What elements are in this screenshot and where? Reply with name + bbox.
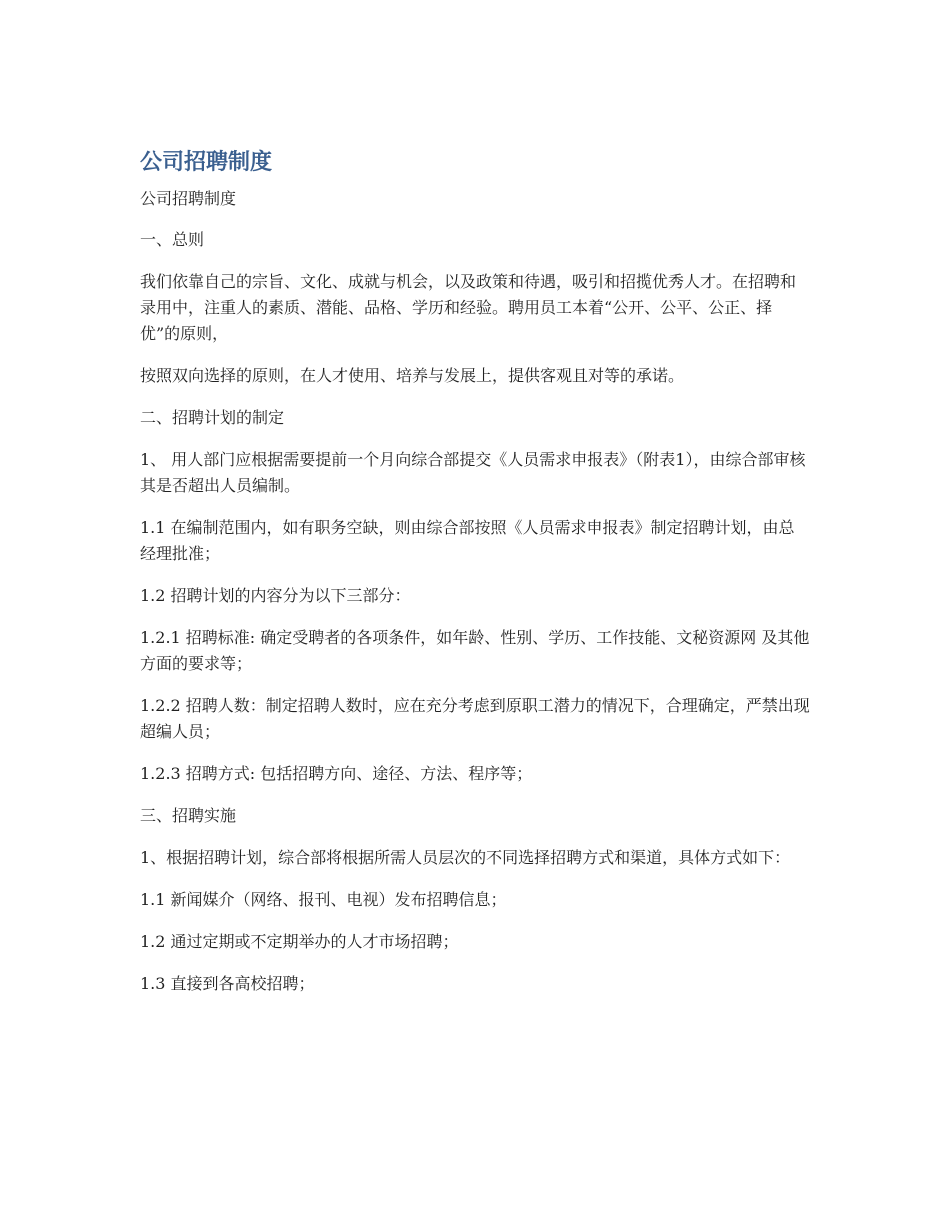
section-heading: 二、招聘计划的制定	[140, 408, 285, 427]
document-title: 公司招聘制度	[140, 150, 273, 175]
paragraph: 按照双向选择的原则，在人才使用、培养与发展上，提供客观且对等的承诺。	[140, 366, 685, 385]
section-heading: 三、招聘实施	[140, 806, 237, 825]
paragraph: 我们依靠自己的宗旨、文化、成就与机会，以及政策和待遇，吸引和招揽优秀人才。在招聘和录用中，注重人的素质、潜能、品格、学历和经验。聘用员工本着“公开、公平、公正、择优”的原则，	[140, 272, 797, 343]
section-heading: 一、总则	[140, 230, 205, 249]
paragraph: 1.2.3 招聘方式: 包括招聘方向、途径、方法、程序等；	[140, 764, 533, 783]
paragraph: 1.3 直接到各高校招聘；	[140, 974, 315, 993]
paragraph: 1.2.1 招聘标准: 确定受聘者的各项条件，如年龄、性别、学历、工作技能、文秘资源网 及其他方面的要求等；	[140, 628, 810, 673]
paragraph: 1.1 在编制范围内，如有职务空缺，则由综合部按照《人员需求申报表》制定招聘计划，由总经理批准；	[140, 518, 795, 563]
paragraph: 公司招聘制度	[140, 189, 237, 208]
paragraph: 1.2.2 招聘人数：制定招聘人数时，应在充分考虑到原职工潜力的情况下，合理确定，严禁出现超编人员；	[140, 696, 810, 741]
paragraph: 1.2 招聘计划的内容分为以下三部分：	[140, 586, 411, 605]
document-page	[140, 148, 810, 1013]
paragraph: 1.1 新闻媒介（网络、报刊、电视）发布招聘信息；	[140, 890, 507, 909]
paragraph: 1、 用人部门应根据需要提前一个月向综合部提交《人员需求申报表》（附表1），由综合部审核其是否超出人员编制。	[140, 450, 806, 495]
paragraph: 1.2 通过定期或不定期举办的人才市场招聘；	[140, 932, 459, 951]
paragraph: 1、根据招聘计划，综合部将根据所需人员层次的不同选择招聘方式和渠道，具体方式如下：	[140, 848, 791, 867]
